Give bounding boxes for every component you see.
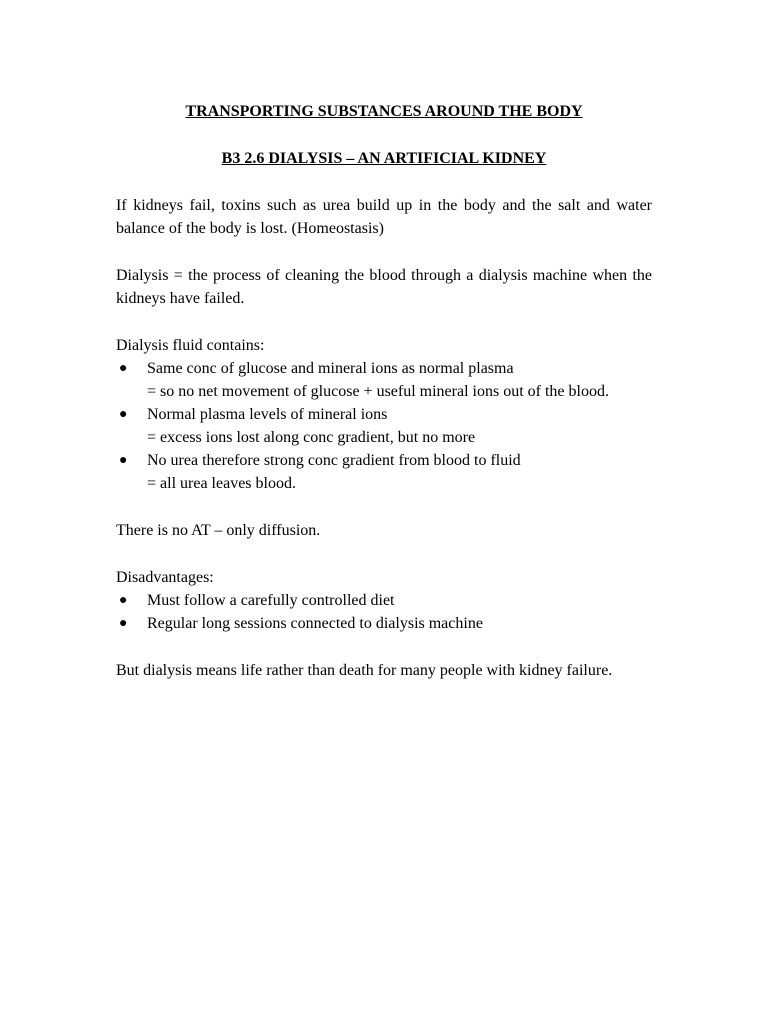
bullet-icon: ● <box>119 593 128 608</box>
spacer <box>116 495 652 519</box>
document-subtitle: B3 2.6 DIALYSIS – AN ARTIFICIAL KIDNEY <box>221 150 547 167</box>
spacer <box>116 542 652 566</box>
bullet-icon: ● <box>119 407 128 422</box>
note-paragraph: There is no AT – only diffusion. <box>116 522 321 539</box>
bullet-icon: ● <box>119 453 128 468</box>
list-item-sub: = all urea leaves blood. <box>147 475 296 492</box>
intro-paragraph: If kidneys fail, toxins such as urea build up in the body and the salt and water balance of the body is lost. (Homeostasis) <box>116 197 652 237</box>
disadvantages-label: Disadvantages: <box>116 569 214 586</box>
disadvantages-list <box>116 589 652 635</box>
list-item <box>116 403 652 449</box>
list-item <box>116 357 652 403</box>
document-title: TRANSPORTING SUBSTANCES AROUND THE BODY <box>185 103 583 120</box>
list-item-main: Must follow a carefully controlled diet <box>147 592 395 609</box>
list-item <box>116 589 652 612</box>
bullet-icon: ● <box>119 361 128 376</box>
list-item <box>116 612 652 635</box>
list-item-sub: = so no net movement of glucose + useful mineral ions out of the blood. <box>147 383 609 400</box>
spacer <box>116 635 652 659</box>
bullet-icon: ● <box>119 616 128 631</box>
conclusion-paragraph: But dialysis means life rather than death for many people with kidney failure. <box>116 662 613 679</box>
list-item-main: Regular long sessions connected to dialysis machine <box>147 615 483 632</box>
document-page <box>116 100 652 682</box>
list-item-main: Same conc of glucose and mineral ions as normal plasma <box>147 360 514 377</box>
fluid-label: Dialysis fluid contains: <box>116 337 265 354</box>
spacer <box>116 310 652 334</box>
spacer <box>116 240 652 264</box>
list-item-sub: = excess ions lost along conc gradient, but no more <box>147 429 476 446</box>
list-item-main: No urea therefore strong conc gradient from blood to fluid <box>147 452 521 469</box>
fluid-list <box>116 357 652 495</box>
list-item-main: Normal plasma levels of mineral ions <box>147 406 388 423</box>
definition-paragraph: Dialysis = the process of cleaning the blood through a dialysis machine when the kidneys have failed. <box>116 267 652 307</box>
list-item <box>116 449 652 495</box>
spacer <box>116 170 652 194</box>
